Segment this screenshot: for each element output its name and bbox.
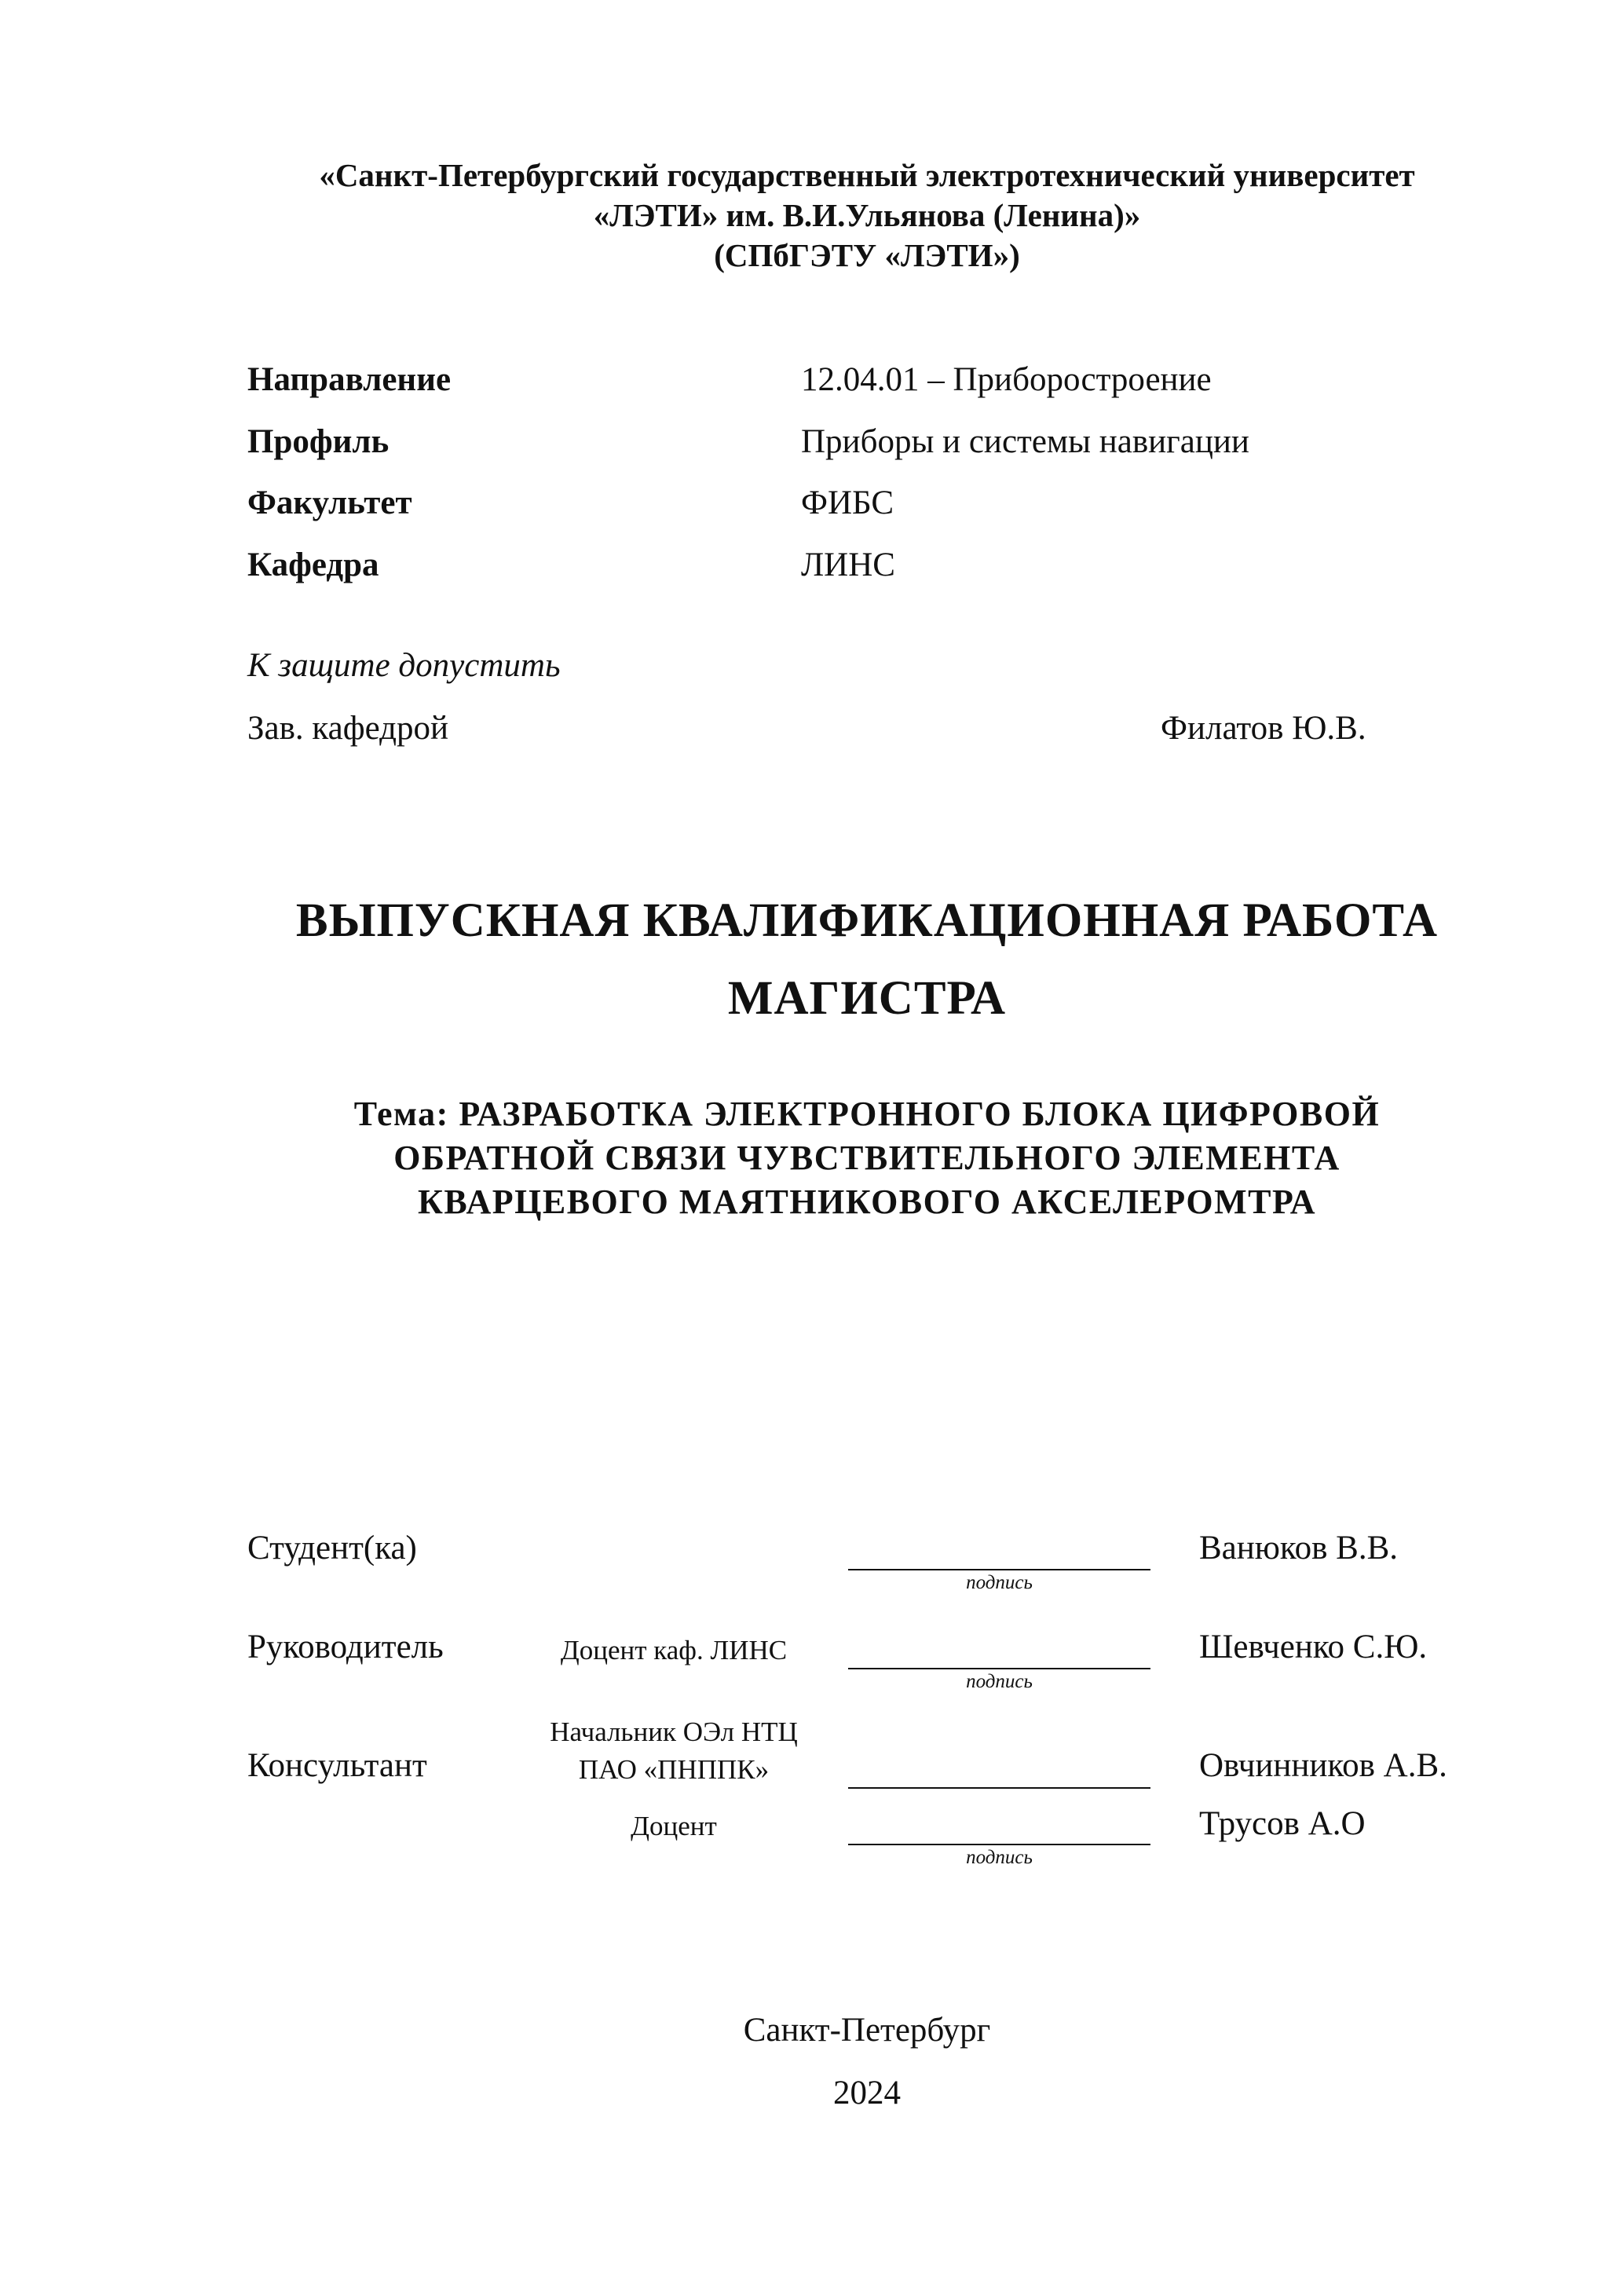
consultant-label: Консультант	[247, 1747, 427, 1784]
approval-note: К защите допустить	[247, 647, 561, 684]
university-name-line-2: «ЛЭТИ» им. В.И.Ульянова (Ленина)»	[593, 197, 1141, 233]
consultant-name-1: Овчинников А.В.	[1199, 1747, 1447, 1784]
department-value: ЛИНС	[801, 547, 895, 583]
document-title-line-2: МАГИСТРА	[727, 972, 1007, 1025]
document-title-line-1: ВЫПУСКНАЯ КВАЛИФИКАЦИОННАЯ РАБОТА	[295, 894, 1439, 947]
consultant-position-line-1: Начальник ОЭл НТЦ	[550, 1717, 798, 1747]
university-abbreviation: (СПбГЭТУ «ЛЭТИ»)	[714, 237, 1020, 273]
direction-value: 12.04.01 – Приборостроение	[801, 361, 1212, 398]
student-label: Студент(ка)	[247, 1530, 417, 1567]
student-signature-caption: подпись	[966, 1572, 1033, 1593]
faculty-label: Факультет	[247, 484, 412, 521]
head-of-department-label: Зав. кафедрой	[247, 710, 449, 747]
year: 2024	[833, 2075, 901, 2111]
profile-label: Профиль	[247, 423, 390, 460]
city: Санкт-Петербург	[743, 2012, 991, 2049]
student-name: Ванюков В.В.	[1199, 1530, 1399, 1567]
consultant-signature-line-1	[848, 1787, 1150, 1789]
supervisor-signature-line	[848, 1668, 1150, 1669]
profile-value: Приборы и системы навигации	[801, 423, 1249, 460]
supervisor-name: Шевченко С.Ю.	[1199, 1629, 1428, 1665]
supervisor-position: Доцент каф. ЛИНС	[560, 1635, 788, 1665]
consultant-name-2: Трусов А.О	[1199, 1805, 1366, 1842]
department-label: Кафедра	[247, 547, 379, 583]
direction-label: Направление	[247, 361, 452, 398]
topic-line-3: КВАРЦЕВОГО МАЯТНИКОВОГО АКСЕЛЕРОМТРА	[417, 1183, 1316, 1221]
university-name-line-1: «Санкт-Петербургский государственный электротехнический университет	[319, 157, 1415, 193]
supervisor-signature-caption: подпись	[966, 1671, 1033, 1692]
consultant-signature-caption: подпись	[966, 1847, 1033, 1868]
topic-line-1: Тема: РАЗРАБОТКА ЭЛЕКТРОННОГО БЛОКА ЦИФРОВОЙ	[353, 1095, 1381, 1133]
faculty-value: ФИБС	[801, 484, 894, 521]
consultant-signature-line-2	[848, 1844, 1150, 1845]
student-signature-line	[848, 1569, 1150, 1570]
topic-line-2: ОБРАТНОЙ СВЯЗИ ЧУВСТВИТЕЛЬНОГО ЭЛЕМЕНТА	[393, 1139, 1341, 1177]
supervisor-label: Руководитель	[247, 1629, 444, 1665]
consultant-position-line-2: ПАО «ПНППК»	[578, 1754, 770, 1785]
consultant-position-line-3: Доцент	[631, 1811, 717, 1841]
head-of-department-name: Филатов Ю.В.	[1161, 710, 1366, 747]
